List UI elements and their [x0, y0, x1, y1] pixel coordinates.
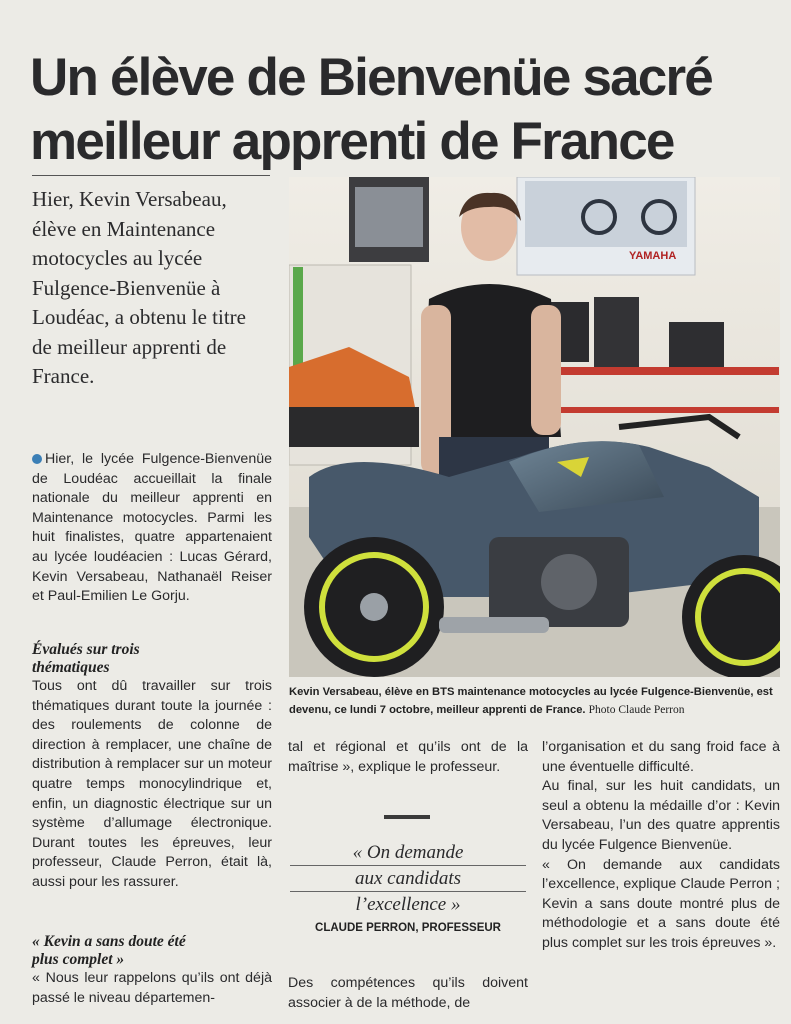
section-text: Tous ont dû travailler sur trois thématiques durant toute la journée : des roulements de colonne de direction à remplacer, une chaîne de distribution à remplacer sur un moteur quatre temps monocylindrique et, enfin, un diagnostic électrique sur un système d’allumage électronique. Durant toutes les épreuves, leur professeur, Claude Perron, était là, aussi pour les rassurer.: [32, 678, 272, 890]
pull-quote: [290, 840, 526, 917]
quote-divider: [384, 815, 430, 819]
section-evalues: [32, 641, 272, 893]
photo-credit: Photo Claude Perron: [588, 704, 685, 716]
col3-paragraph: « On demande aux candidats l’excellence, explique Claude Perron ; Kevin a sans doute montré plus de méthodologie et a sans doute été plus complet sur les trois épreuves ».: [542, 856, 780, 951]
col3-paragraph: Au final, sur les huit candidats, un seul a obtenu la médaille d’or : Kevin Versabeau, l’un des quatre apprentis du lycée Fulgence Bienvenüe.: [542, 778, 780, 853]
section-text: « Nous leur rappelons qu’ils ont déjà passé le niveau départemen-: [32, 970, 272, 1006]
article-photo: [289, 177, 780, 677]
bullet-icon: [32, 454, 42, 464]
col2-top-text: tal et régional et qu’ils ont de la maîtrise », explique le professeur.: [288, 739, 528, 775]
lead-rule: [32, 175, 270, 176]
section-title: « Kevin a sans doute été plus complet »: [32, 933, 186, 968]
article-headline: Un élève de Bienvenüe sacré meilleur apprenti de France: [30, 47, 712, 171]
pull-quote-line: l’excellence »: [355, 894, 461, 915]
col3-paragraph: l’organisation et du sang froid face à une éventuelle difficulté.: [542, 739, 780, 775]
motorcycle-photo-image: [289, 177, 780, 677]
caption-text: Kevin Versabeau, élève en BTS maintenance motocycles au lycée Fulgence-Bienvenüe, est devenu, ce lundi 7 octobre, meilleur apprenti de France.: [289, 686, 773, 716]
photo-caption: [289, 683, 780, 719]
pull-quote-line: aux candidats: [290, 866, 526, 892]
article-lead: Hier, Kevin Versabeau, élève en Maintenance motocycles au lycée Fulgence-Bienvenüe à Loudéac, a obtenu le titre de meilleur apprenti de France.: [32, 187, 246, 388]
intro-paragraph: Hier, le lycée Fulgence-Bienvenüe de Loudéac accueillait la finale nationale du meilleur apprenti en Maintenance motocycles. Parmi les huit finalistes, quatre appartenaient au lycée loudéacien : Lucas Gérard, Kevin Versabeau, Nathanaël Reiser et Paul-Emilien Le Gorju.: [32, 451, 272, 605]
pull-quote-line: « On demande: [290, 840, 526, 866]
pull-quote-author: CLAUDE PERRON, PROFESSEUR: [315, 922, 501, 934]
section-kevin: [32, 933, 272, 1008]
col3-text: [542, 738, 780, 954]
section-title: Évalués sur trois thématiques: [32, 641, 140, 676]
col2-bottom-text: Des compétences qu’ils doivent associer à de la méthode, de: [288, 975, 528, 1011]
yamaha-logo-text: YAMAHA: [629, 250, 677, 262]
